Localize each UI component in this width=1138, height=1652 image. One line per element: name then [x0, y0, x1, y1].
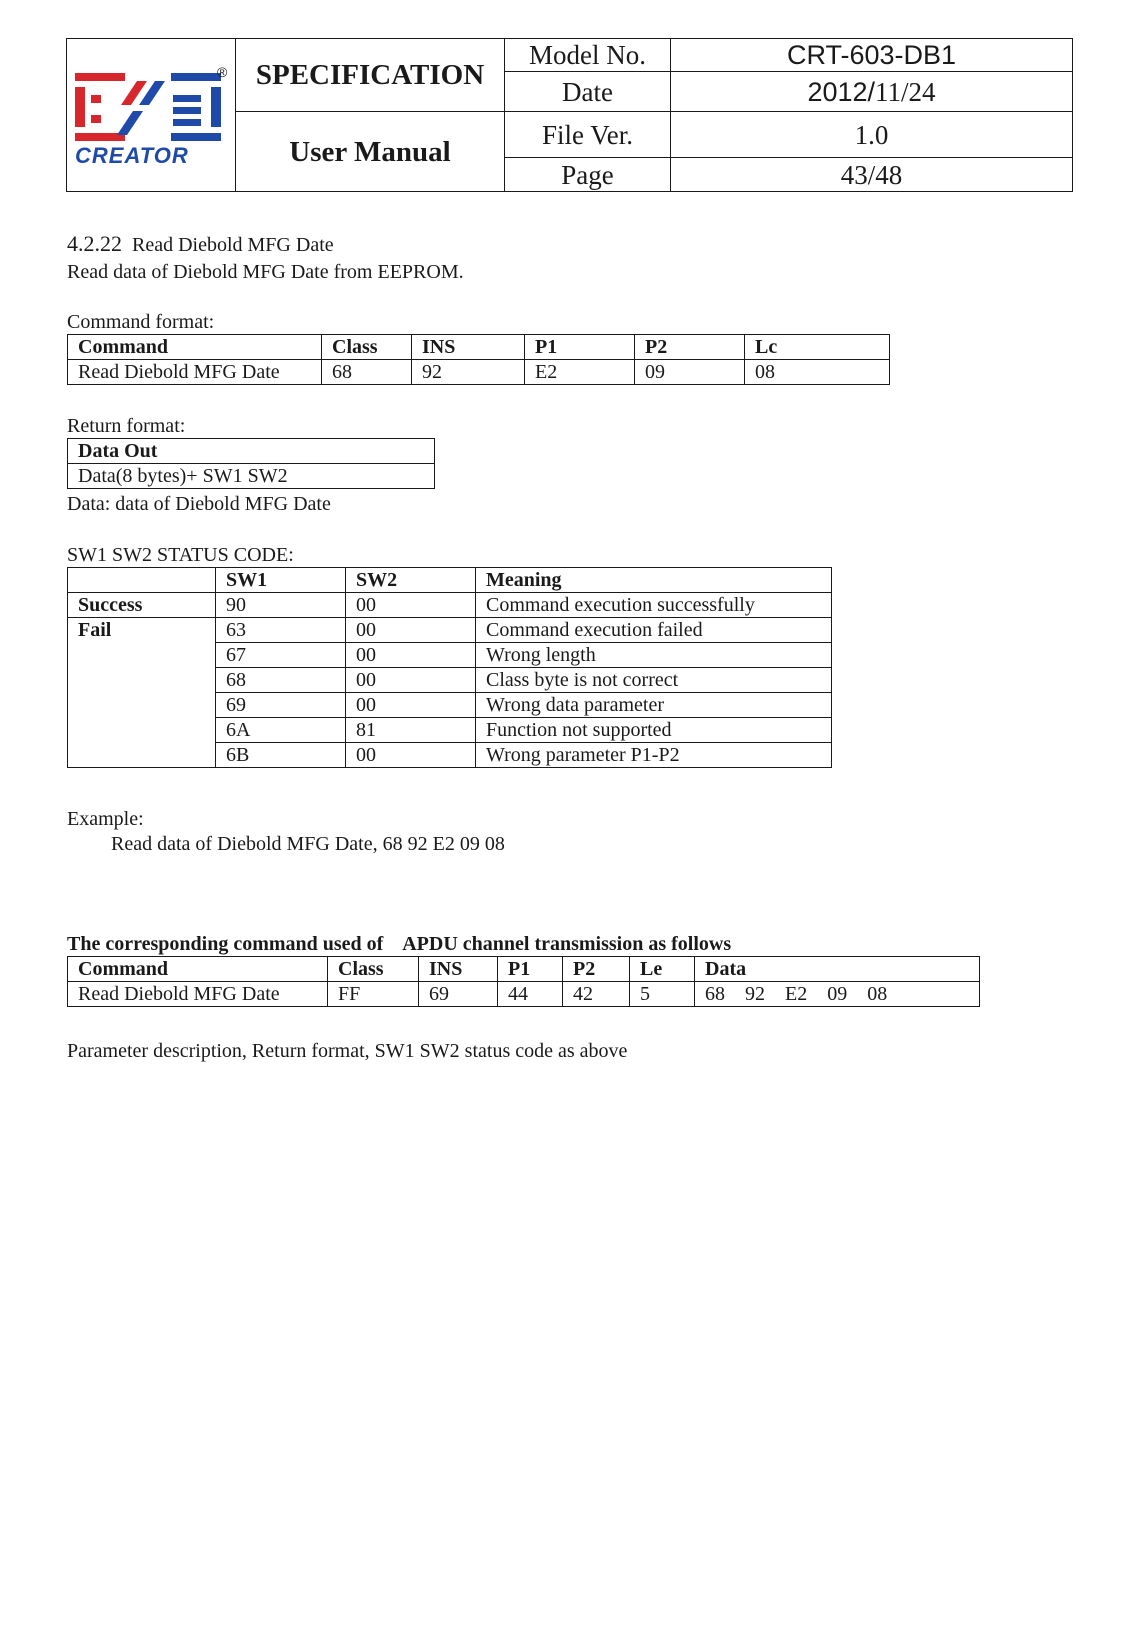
table-cell: FF	[328, 982, 419, 1007]
return-format-label: Return format:	[67, 415, 186, 437]
table-header-cell: Data	[695, 957, 980, 982]
table-cell: 00	[346, 668, 476, 693]
example-line: Read data of Diebold MFG Date, 68 92 E2 09 08	[111, 833, 505, 855]
table-cell: 00	[346, 593, 476, 618]
table-cell: E2	[525, 360, 635, 385]
table-cell: Read Diebold MFG Date	[68, 360, 322, 385]
table-cell: 68	[322, 360, 412, 385]
registered-mark: ®	[217, 64, 228, 80]
date-value-year: 2012/	[807, 76, 876, 107]
table-cell: Wrong length	[476, 643, 832, 668]
table-cell: 44	[498, 982, 563, 1007]
section-heading	[67, 232, 334, 257]
table-cell: 00	[346, 743, 476, 768]
table-header-cell: P2	[563, 957, 630, 982]
table-header-cell: Command	[68, 957, 328, 982]
table-header-cell: Lc	[745, 335, 890, 360]
date-value	[671, 72, 1073, 112]
status-fail-label: Fail	[68, 618, 216, 768]
table-cell: 00	[346, 618, 476, 643]
table-header-cell: Class	[328, 957, 419, 982]
spec-label: SPECIFICATION	[236, 39, 505, 112]
table-cell: 63	[216, 618, 346, 643]
table-header-cell: SW2	[346, 568, 476, 593]
table-cell: 6A	[216, 718, 346, 743]
section-title: Read Diebold MFG Date	[132, 234, 334, 256]
page-number: 43/48	[671, 158, 1073, 192]
table-header-cell: P2	[635, 335, 745, 360]
section-description: Read data of Diebold MFG Date from EEPROM.	[67, 261, 464, 283]
table-cell: 90	[216, 593, 346, 618]
date-label: Date	[505, 72, 671, 112]
table-cell: 42	[563, 982, 630, 1007]
logo-cell	[67, 39, 236, 192]
table-header-row	[68, 957, 980, 982]
command-format-label: Command format:	[67, 311, 215, 333]
model-label: Model No.	[505, 39, 671, 72]
table-header-row	[68, 568, 832, 593]
footer-note: Parameter description, Return format, SW1 SW2 status code as above	[67, 1040, 628, 1062]
table-row	[68, 982, 980, 1007]
table-cell: 69	[216, 693, 346, 718]
table-cell: Wrong data parameter	[476, 693, 832, 718]
table-header-cell: P1	[498, 957, 563, 982]
manual-label: User Manual	[236, 112, 505, 192]
table-header-cell: P1	[525, 335, 635, 360]
apdu-table	[67, 956, 980, 1007]
table-cell: 81	[346, 718, 476, 743]
command-format-table	[67, 334, 890, 385]
table-header-cell: Le	[630, 957, 695, 982]
model-value: CRT-603-DB1	[671, 39, 1073, 72]
table-header-cell: INS	[419, 957, 498, 982]
table-cell: 6B	[216, 743, 346, 768]
table-row	[68, 618, 832, 643]
table-cell: Command execution successfully	[476, 593, 832, 618]
logo-wordmark: CREATOR	[75, 143, 189, 168]
table-header-cell: INS	[412, 335, 525, 360]
document-header	[66, 38, 1073, 192]
table-row	[68, 360, 890, 385]
table-cell: Function not supported	[476, 718, 832, 743]
filever-value: 1.0	[671, 112, 1073, 158]
table-header-cell	[68, 568, 216, 593]
table-row	[68, 593, 832, 618]
example-label: Example:	[67, 808, 144, 830]
table-cell: 92	[412, 360, 525, 385]
table-header-cell: Class	[322, 335, 412, 360]
table-cell: 09	[635, 360, 745, 385]
table-header-cell: Command	[68, 335, 322, 360]
table-cell: 08	[745, 360, 890, 385]
return-format-table	[67, 438, 435, 489]
status-code-table	[67, 567, 832, 768]
table-cell: 00	[346, 643, 476, 668]
table-cell: Wrong parameter P1-P2	[476, 743, 832, 768]
page-label: Page	[505, 158, 671, 192]
table-cell: 00	[346, 693, 476, 718]
table-cell: Command execution failed	[476, 618, 832, 643]
table-cell: 67	[216, 643, 346, 668]
filever-label: File Ver.	[505, 112, 671, 158]
apdu-title: The corresponding command used of APDU channel transmission as follows	[67, 933, 732, 955]
section-number: 4.2.22	[67, 231, 122, 256]
table-cell: Read Diebold MFG Date	[68, 982, 328, 1007]
table-cell: 5	[630, 982, 695, 1007]
creator-logo-icon	[67, 39, 235, 185]
date-value-day: 11/24	[875, 76, 936, 107]
table-cell: 68 92 E2 09 08	[695, 982, 980, 1007]
table-header-cell: Data Out	[68, 439, 435, 464]
table-cell: 68	[216, 668, 346, 693]
table-header-cell: SW1	[216, 568, 346, 593]
table-cell: Data(8 bytes)+ SW1 SW2	[68, 464, 435, 489]
table-header-cell: Meaning	[476, 568, 832, 593]
status-success-label: Success	[68, 593, 216, 618]
table-header-row	[68, 335, 890, 360]
return-format-note: Data: data of Diebold MFG Date	[67, 493, 331, 515]
table-cell: Class byte is not correct	[476, 668, 832, 693]
status-code-label: SW1 SW2 STATUS CODE:	[67, 544, 294, 566]
table-cell: 69	[419, 982, 498, 1007]
